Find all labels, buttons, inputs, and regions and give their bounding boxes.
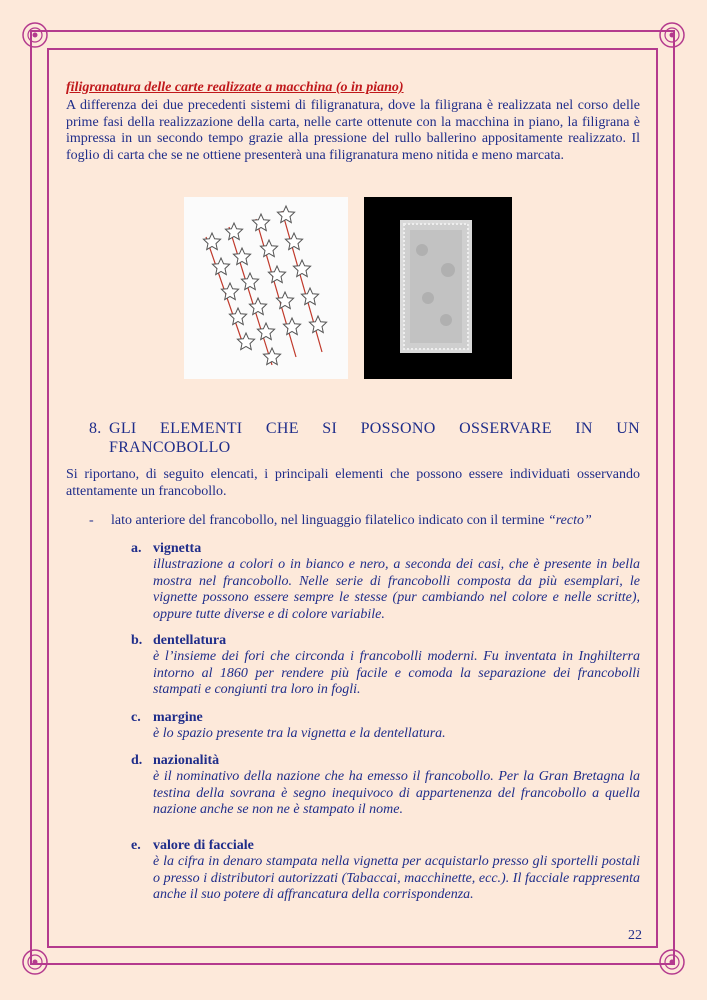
page-number: 22 xyxy=(628,928,642,943)
item-title: nazionalità xyxy=(153,753,220,768)
item-letter: d. xyxy=(131,753,143,768)
item-description: è il nominativo della nazione che ha emesso il francobollo. Per la Gran Bretagna la testina della sovrana è segno inequivoco di appartenenza del francobollo a quella nazione anche se non ne è stampato il nome. xyxy=(153,769,640,817)
section-title: filigranatura delle carte realizzate a macchina (o in piano) xyxy=(66,80,404,95)
section-heading-line1: GLI ELEMENTI CHE SI POSSONO OSSERVARE IN UN xyxy=(109,420,640,437)
item-letter: b. xyxy=(131,633,143,648)
section-heading-line2: FRANCOBOLLO xyxy=(109,439,231,456)
item-letter: c. xyxy=(131,710,141,725)
star-watermark-pattern-icon xyxy=(184,197,348,379)
bullet-term: “recto” xyxy=(547,513,592,528)
item-description: è l’insieme dei fori che circonda i francobolli moderni. Fu inventata in Inghilterra intorno al 1860 per rendere più facile e comoda la separazione dei francobolli stampati e congiunti tra loro in fogli. xyxy=(153,649,640,697)
figure-images xyxy=(184,197,514,379)
section8-intro: Si riportano, di seguito elencati, i principali elementi che possono essere individuati osservando attentamente un francobollo. xyxy=(66,467,640,499)
item-title: margine xyxy=(153,710,203,725)
stamp-image xyxy=(400,220,472,353)
item-letter: e. xyxy=(131,838,141,853)
watermarked-stamp-photo-icon xyxy=(364,197,512,379)
corner-ornament-icon xyxy=(655,945,689,979)
item-description: è lo spazio presente tra la vignetta e la dentellatura. xyxy=(153,726,446,741)
corner-ornament-icon xyxy=(18,945,52,979)
item-title: dentellatura xyxy=(153,633,227,648)
section-number: 8. xyxy=(89,420,102,437)
item-description: è la cifra in denaro stampata nella vignetta per acquistarlo presso gli sportelli postali o presso i distributori autorizzati (Tabaccai, macchinette, ecc.). Il facciale rappresenta anche il suo potere di affrancatura della corrispondenza. xyxy=(153,854,640,902)
section-paragraph: A differenza dei due precedenti sistemi di filigranatura, dove la filigrana è realizzata nel corso delle prime fasi della realizzazione della carta, nelle carte ottenute con la macchina in piano, la filigrana è impressa in un secondo tempo grazie alla pressione del rullo ballerino appositamente realizzato. Il foglio di carta che se ne ottiene presenterà una filigranatura meno nitida e meno marcata. xyxy=(66,98,640,163)
bullet-dash: - xyxy=(89,513,94,528)
item-title: valore di facciale xyxy=(153,838,254,853)
item-description: illustrazione a colori o in bianco e nero, a seconda dei casi, che è presente in bella mostra nel francobollo. Nelle serie di francobolli composta da più esemplari, le vignette possono essere sempre le stesse (pur cambiando nel colore e nelle scritte), oppure tutte diverse e di colore variabile. xyxy=(153,557,640,622)
item-title: vignetta xyxy=(153,541,202,556)
item-letter: a. xyxy=(131,541,142,556)
watermark-section xyxy=(66,80,640,164)
bullet-text: lato anteriore del francobollo, nel linguaggio filatelico indicato con il termine xyxy=(111,513,545,528)
corner-ornament-icon xyxy=(655,18,689,52)
corner-ornament-icon xyxy=(18,18,52,52)
